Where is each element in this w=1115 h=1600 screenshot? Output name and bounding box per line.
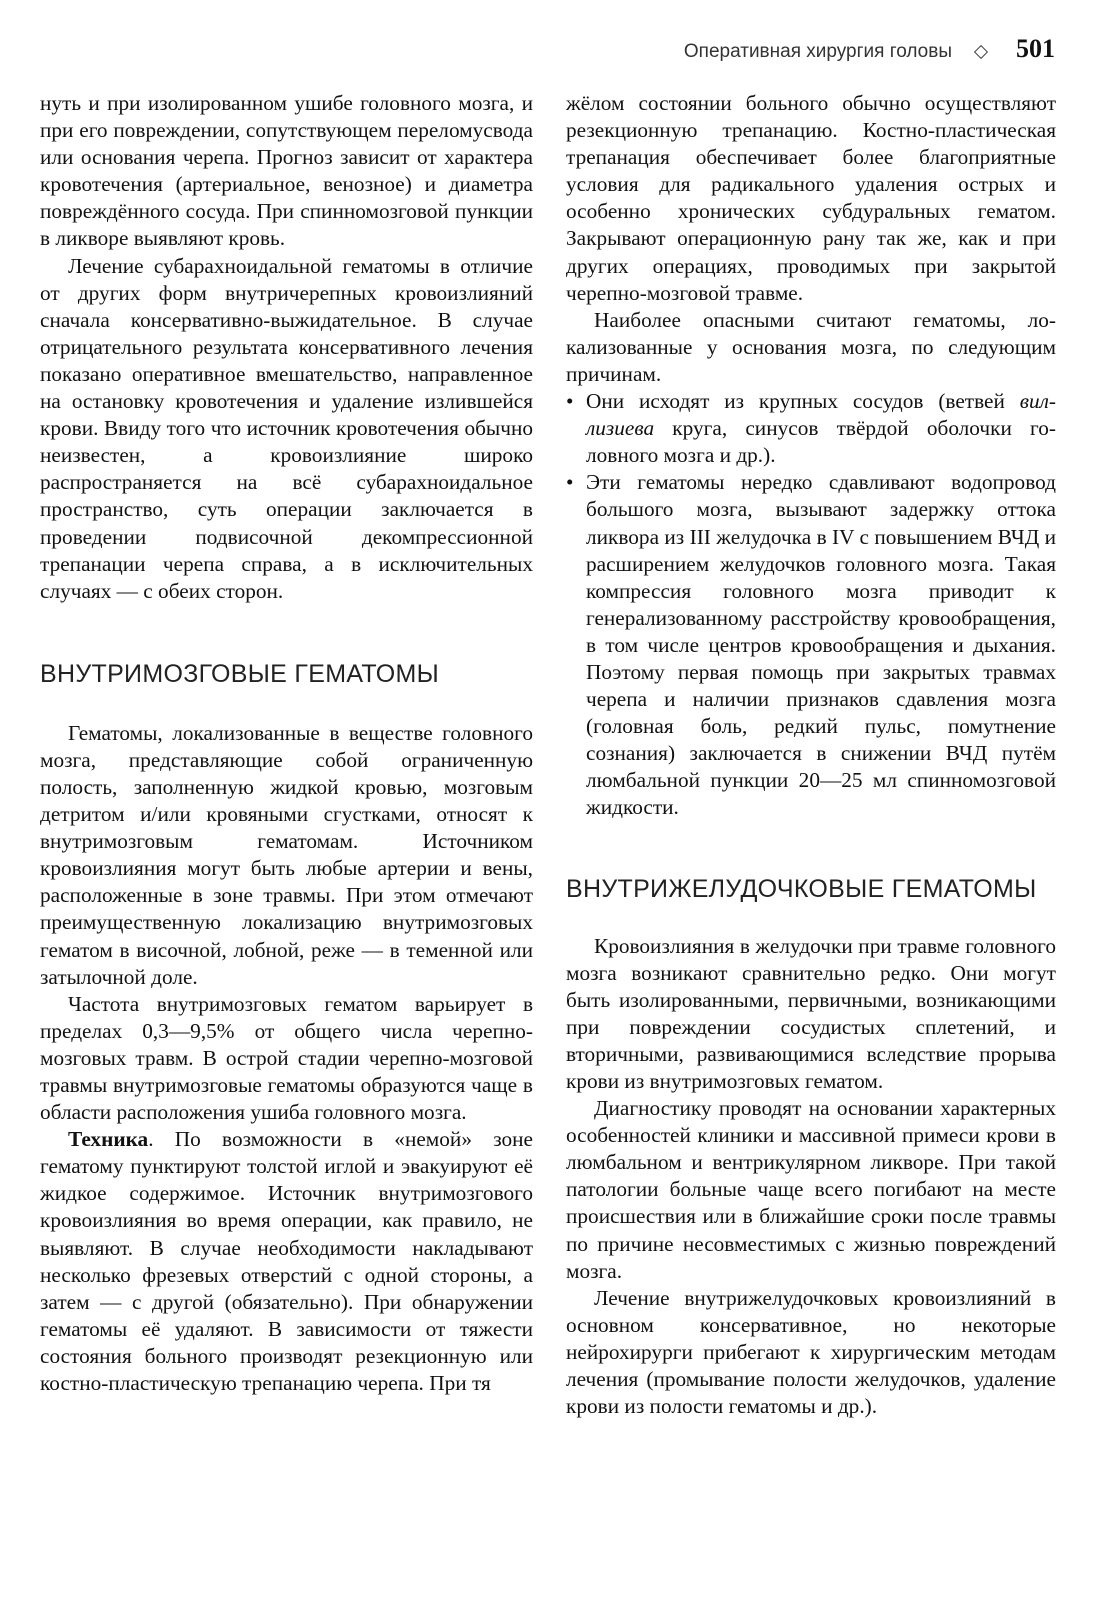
paragraph-text: . По возможности в «немой» зоне гематому пунктируют толстой иглой и эвакуируют её жидкое содержимое. Источник внутримозгового кровоизлияния во время операции, как правило, не выявляют. В случае необходимости накладывают несколько фрезевых отверстий с одной стороны, а затем — с другой (обязательно). При обнаружении гематомы её удаляют. В зависимости от тяжести состояния больного производят резекционную или костно-пластическую трепанацию черепа. При тя	[40, 1127, 533, 1396]
paragraph: жёлом состоянии больного обычно осуществляют резекционную трепанацию. Костно-пластическая трепанация обеспечивает более благоприятные условия для радикального удаления острых и особенно хронических субдуральных гематом. Закрывают операционную рану так же, как и при других операциях, проводимых при закрытой черепно-мозговой травме.	[566, 91, 1056, 305]
paragraph: Частота внутримозговых гематом варьирует в пределах 0,3—9,5% от общего числа черепномозговых травм. В острой стадии черепно-мозговой травмы внутримозговые гематомы образуются чаще в области расположения ушиба головного мозга.	[40, 991, 533, 1125]
bullet-emphasis: виллизиева	[586, 389, 1056, 441]
paragraph: Лечение внутрижелудочковых кровоизлияний в основном консервативное, но некоторые нейрохирурги прибегают к хирургическим методам лечения (промывание полости желудочков, удаление крови из полости гематомы и др.).	[566, 1285, 1056, 1419]
section-heading: ВНУТРИМОЗГОВЫЕ ГЕМАТОМЫ	[40, 659, 440, 688]
right-column	[566, 90, 1056, 1420]
bullet-text: Эти гематомы нередко сдавливают водопровод большого мозга, вызывают задержку оттока ликвора из III желудочка в IV с повышением ВЧД и расширением желудочков головного мозга. Такая компрессия головного мозга приводит к генерализованному расстройству кровообращения, в том числе центров кровообращения и дыхания. Поэтому первая помощь при закрытых травмах черепа и наличии признаков сдавления мозга (головная боль, редкий пульс, помутнение сознания) заключается в снижении ВЧД путём люмбальной пункции 20—25 мл спинномозговой жидкости.	[586, 470, 1056, 820]
paragraph	[40, 1126, 533, 1397]
paragraph: нуть и при изолированном ушибе головного мозга, и при его повреждении, сопутствующем переломусвода или основания черепа. Прогноз зависит от характера кровотечения (артериальное, венозное) и диаметра повреждённого сосуда. При спинномозговой пункции в ликворе выявляют кровь.	[40, 91, 533, 251]
section-heading: ВНУТРИЖЕЛУДОЧКОВЫЕ ГЕМАТОМЫ	[566, 874, 1037, 903]
bullet-text: Они исходят из крупных сосудов (ветвей	[586, 389, 1020, 414]
diamond-icon	[974, 45, 988, 59]
bullet-item	[566, 469, 1056, 821]
page-number: 501	[1016, 34, 1055, 63]
paragraph: Наиболее опасными считают гематомы, локализованные у основания мозга, по следующим причинам.	[566, 307, 1056, 386]
bullet-list	[566, 388, 1056, 822]
paragraph: Лечение субарахноидальной гематомы в отличие от других форм внутричерепных кровоизлияний сначала консервативно-выжидательное. В случае отрицательного результата консервативного лечения показано оперативное вмешательство, направленное на остановку кровотечения и удаление излившейся крови. Ввиду того что источник кровотечения обычно неизвестен, а кровоизлияние широко распространяется на всё субарахноидальное пространство, суть операции заключается в проведении подвисочной декомпрессионной трепанации черепа справа, а в исключительных случаях — с обеих сторон.	[40, 253, 533, 603]
bullet-text: круга, синусов твёрдой оболочки головного мозга и др.).	[586, 416, 1056, 468]
left-column	[40, 90, 533, 1397]
bullet-item	[566, 388, 1056, 469]
term-technique: Техника	[68, 1127, 149, 1152]
paragraph: Диагностику проводят на основании характерных особенностей клиники и массивной примеси крови в люмбальном и вентрикулярном ликворе. При такой патологии больные чаще всего погибают на месте происшествия или в ближайшие сроки после травмы по причине несовместимых с жизнью повреждений мозга.	[566, 1096, 1056, 1283]
running-header	[684, 34, 1055, 64]
running-title: Оперативная хирургия головы	[683, 41, 952, 62]
paragraph: Кровоизлияния в желудочки при травме головного мозга возникают сравнительно редко. Они могут быть изолированными, первичными, возникающими при повреждении сосудистых сплетений, и вторичными, развивающимися вследствие прорыва крови из внутримозговых гематом.	[566, 933, 1056, 1093]
paragraph: Гематомы, локализованные в веществе головного мозга, представляющие собой ограниченную полость, заполненную жидкой кровью, мозговым детритом и/или кровяными сгустками, относят к внутримозговым гематомам. Источником кровоизлияния могут быть любые артерии и вены, расположенные в зоне травмы. При этом отмечают преимущественную локализацию внутримозговых гематом в височной, лобной, реже — в теменной или затылочной доле.	[40, 720, 533, 989]
